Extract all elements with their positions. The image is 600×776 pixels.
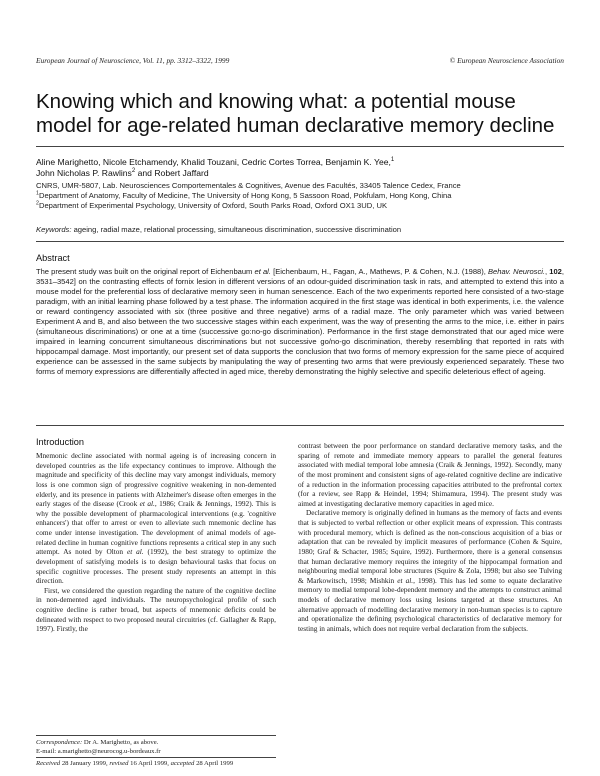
footnote-rule bbox=[36, 735, 276, 736]
correspondence-footnote: Correspondence: Dr A. Marighetto, as above. E-mail: a.marighetto@neurocog.u-bordeaux.fr bbox=[36, 739, 276, 756]
abstract-text: The present study was built on the original report of Eichenbaum et al. [Eichenbaum, H., Fagan, A., Mathews, P. & Cohen, N.J. (1988), Behav. Neurosci., 102, 3531–3542] on the contrasting effects of fornix lesion in different versions of an odour-guided discrimination task in rats, and attempted to extend this into a mouse model for the preferential loss of declarative memory seen in human senescence. Each of the two experiments reported here consisted of a two-stage paradigm, with an initial learning phase followed by a test phase. The information acquired in the first stage was identical in both experiments, i.e. the valence or reward contingency associated with six (three positive and three negative) arms of a radial maze. The only parameter which was varied between Experiment A and B, and also between the two successive stages within each experiment, was the way of presenting the arms to the mice, i.e. either in pairs (simultaneous discriminations) or one at a time (successive go:no-go discrimination). Performance in the first stage demonstrated that our aged mice were impaired in learning concurrent simultaneous discriminations but not successive go/no-go discrimination, thereby resembling that reported in rats with hippocampal damage. Most importantly, our present set of data supports the conclusion that two forms of memory expression for the same piece of acquired experience can be assessed in the same subjects by manipulating the way of presenting two arms that were previously experienced separately. These two forms of memory expressions are differentially affected in aged mice, thereby demonstrating the highly selective and specific deleterious effect of ageing. bbox=[36, 267, 564, 376]
author-list bbox=[36, 157, 564, 179]
body-paragraph: contrast between the poor performance on standard declarative memory tasks, and the sparing of remote and immediate memory appears to parallel the general features associated with medial temporal lobe amnesia (Craik & Jennings, 1992). Secondly, many of the most prominent and consistent signs of age-related cognitive decline are indicative of a reduction in the information processing capacities attributed to the prefrontal cortex (for a review, see Rapp & Heindel, 1994; Shimamura, 1994). The present study was aimed at investigating declarative memory capacities in aged mice. bbox=[298, 441, 562, 508]
abstract-heading: Abstract bbox=[36, 253, 70, 263]
affiliation-oxford: Department of Experimental Psychology, University of Oxford, South Parks Road, Oxford OX1 3UD, UK bbox=[38, 201, 388, 210]
authors-line-2b: and Robert Jaffard bbox=[135, 168, 209, 178]
received-dates: Received 28 January 1999, revised 16 April 1999, accepted 28 April 1999 bbox=[36, 760, 234, 767]
body-paragraph: First, we considered the question regarding the nature of the cognitive decline in non-demented aged individuals. The neuropsychological profile of such cognitive decline is rather broad, but aspects of mnemonic deficits could be delineated with respect to two proposed neural circuitries (cf. Gallagher & Rapp, 1997). Firstly, the bbox=[36, 585, 276, 634]
authors-line-2a: John Nicholas P. Rawlins bbox=[36, 168, 132, 178]
right-column bbox=[298, 441, 562, 634]
copyright-notice: © European Neuroscience Association bbox=[449, 56, 564, 65]
author-affil-marker: 1 bbox=[390, 157, 395, 164]
keywords bbox=[36, 225, 564, 234]
body-paragraph: Declarative memory is originally defined in humans as the memory of facts and events that is subjected to verbal reflection or other explicit means of expression. This contrasts with procedural memory, which is defined as the non-conscious acquisition of a bias or adaptation that can be revealed by implicit measures of performance (Cohen & Squire, 1980; Graf & Schacter, 1985; Squire, 1992). Furthermore, there is a general consensus that human declarative memory requires the integrity of the hippocampal formation and neighbouring medial temporal lobe structures (Squire & Zola, 1998; but also see Tulving & Markowitsch, 1998; Mishkin et al., 1998). This has led some to equate declarative memory to medial temporal lobe-dependent memory and the attempts to construct animal models of declarative memory loss using lesions targeted at these structures. An alternative approach of modelling declarative memory in non-human species is to capture and operationalize the defining psychological characteristics of declarative memory for testing in animals, which does not require verbal declaration from the subjects. bbox=[298, 508, 562, 633]
introduction-heading: Introduction bbox=[36, 437, 85, 447]
author-affil-marker: 2 bbox=[131, 168, 136, 175]
body-paragraph: Mnemonic decline associated with normal ageing is of increasing concern in developed countries as the life expectancy continues to improve. Although the magnitude and specificity of this decline may vary amongst individuals, memory loss is one common sign of progressive cognitive weakening in non-demented elderly, and its presence in patients with Alzheimer's disease often emerges in the early stages of the disease (Crook et al., 1986; Craik & Jennings, 1992). This is why the possible development of pharmacological interventions (e.g. 'cognitive enhancers') that offer to arrest or even to alleviate such mnemonic decline has come under intense investigation. The development of animal models of age-related decline in human cognitive functions represents a critical step in any such attempt. As noted by Olton et al. (1992), the best strategy to optimize the development of satisfying models is to design behavioural tasks that focus on specific cognitive processes. The present study represents an attempt in this direction. bbox=[36, 451, 277, 586]
journal-header: European Journal of Neuroscience, Vol. 11, pp. 3312–3322, 1999 bbox=[36, 56, 230, 65]
affiliation-main: CNRS, UMR-5807, Lab. Neurosciences Comportementales & Cognitives, Avenue des Facultés, 33405 Talence Cedex, France bbox=[36, 181, 461, 190]
affiliations bbox=[36, 181, 564, 211]
authors-line-1: Aline Marighetto, Nicole Etchamendy, Khalid Touzani, Cedric Cortes Torrea, Benjamin K. Yee, bbox=[36, 157, 391, 167]
keywords-text: ageing, radial maze, relational processing, simultaneous discrimination, successive discrimination bbox=[71, 225, 402, 234]
left-column bbox=[36, 451, 276, 634]
affiliation-hku: Department of Anatomy, Faculty of Medicine, The University of Hong Kong, 5 Sassoon Road, Pokfulam, Hong Kong, China bbox=[38, 191, 452, 200]
dates-rule bbox=[36, 757, 276, 758]
affil-marker: 2 bbox=[36, 200, 39, 207]
email-text: E-mail: a.marighetto@neurocog.u-bordeaux.fr bbox=[36, 747, 161, 755]
keywords-rule bbox=[36, 241, 564, 242]
title-line-1: Knowing which and knowing what: a potential mouse bbox=[36, 90, 516, 113]
keywords-label: Keywords: bbox=[36, 225, 72, 234]
affil-marker: 1 bbox=[36, 190, 39, 197]
title-rule bbox=[36, 146, 564, 147]
title-line-2: model for age-related human declarative memory decline bbox=[36, 114, 555, 137]
article-title bbox=[36, 90, 576, 138]
abstract-rule bbox=[36, 425, 564, 426]
